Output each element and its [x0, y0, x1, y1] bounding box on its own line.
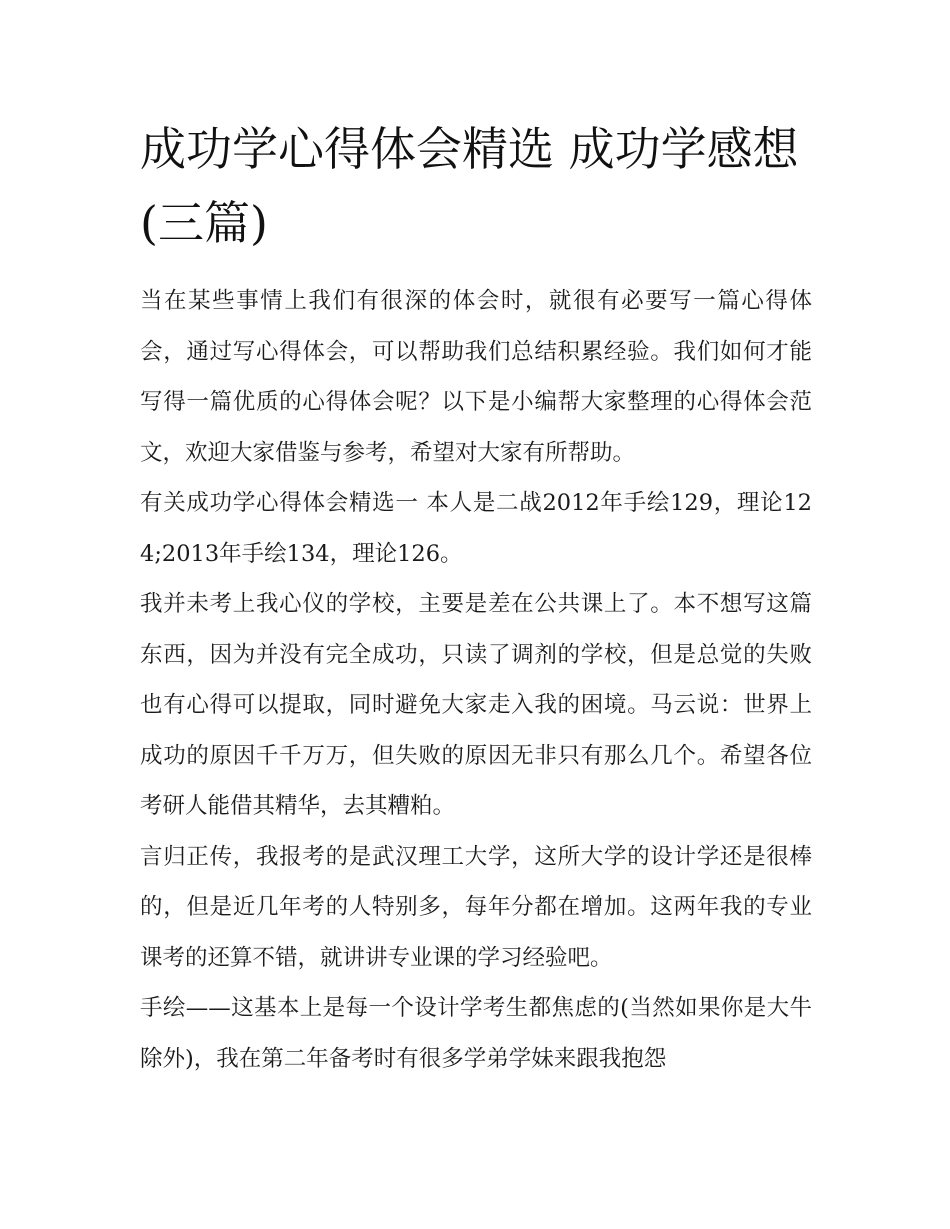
paragraph-intro: 当在某些事情上我们有很深的体会时，就很有必要写一篇心得体会，通过写心得体会，可以帮助我们总结积累经验。我们如何才能写得一篇优质的心得体会呢？以下是小编帮大家整理的心得体会范文，欢迎大家借鉴与参考，希望对大家有所帮助。: [140, 288, 812, 466]
paragraph-failure-reflection: 我并未考上我心仪的学校，主要是差在公共课上了。本不想写这篇东西，因为并没有完全成功，只读了调剂的学校，但是总觉的失败也有心得可以提取，同时避免大家走入我的困境。马云说：世界上成功的原因千千万万，但失败的原因无非只有那么几个。希望各位考研人能借其精华，去其糟粕。: [140, 591, 812, 819]
document-title: 成功学心得体会精选 成功学感想(三篇): [140, 122, 799, 250]
paragraph-scores: 有关成功学心得体会精选一 本人是二战2012年手绘129，理论124;2013年手绘134，理论126。: [140, 490, 812, 567]
paragraph-hand-drawing: 手绘——这基本上是每一个设计学考生都焦虑的(当然如果你是大牛除外)，我在第二年备考时有很多学弟学妹来跟我抱怨: [140, 995, 812, 1072]
document-page: [140, 112, 812, 1084]
paragraph-school-choice: 言归正传，我报考的是武汉理工大学，这所大学的设计学还是很棒的，但是近几年考的人特别多，每年分都在增加。这两年我的专业课考的还算不错，就讲讲专业课的学习经验吧。: [140, 843, 812, 971]
